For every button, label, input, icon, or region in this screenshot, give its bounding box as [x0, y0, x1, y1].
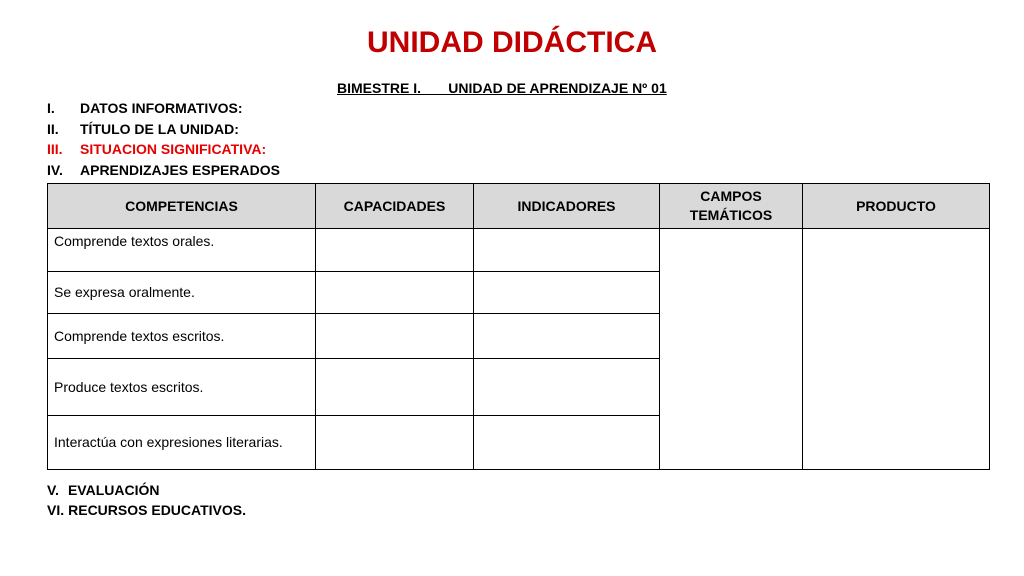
- section-label: TÍTULO DE LA UNIDAD:: [80, 120, 239, 137]
- header-capacidades: CAPACIDADES: [316, 184, 474, 229]
- section-number: VI.: [47, 502, 65, 518]
- capacidades-cell: [316, 229, 474, 272]
- capacidades-cell: [316, 272, 474, 314]
- table-row: [48, 229, 990, 272]
- section-label: DATOS INFORMATIVOS:: [80, 100, 243, 116]
- section-titulo-unidad: [47, 119, 280, 140]
- section-situacion-significativa: [47, 139, 280, 160]
- section-label: EVALUACIÓN: [67, 482, 160, 498]
- capacidades-cell: [316, 359, 474, 416]
- competencia-cell: Comprende textos escritos.: [48, 314, 316, 359]
- competencia-cell: Produce textos escritos.: [48, 359, 316, 416]
- capacidades-cell: [316, 314, 474, 359]
- sections-list-top: [47, 98, 280, 180]
- section-recursos-educativos: [47, 500, 246, 520]
- section-number: III.: [47, 141, 63, 157]
- section-number: I.: [47, 100, 55, 116]
- competencia-cell: Comprende textos orales.: [48, 229, 316, 272]
- section-label: SITUACION SIGNIFICATIVA:: [80, 141, 267, 157]
- section-label: RECURSOS EDUCATIVOS.: [68, 502, 246, 518]
- section-aprendizajes-esperados: [47, 160, 280, 181]
- table-header-row: [48, 184, 990, 229]
- campos-tematicos-cell: [660, 229, 803, 470]
- competencia-cell: Interactúa con expresiones literarias.: [48, 416, 316, 470]
- header-indicadores: INDICADORES: [474, 184, 660, 229]
- indicadores-cell: [474, 229, 660, 272]
- indicadores-cell: [474, 416, 660, 470]
- sections-list-bottom: [47, 480, 246, 520]
- aprendizajes-table: [47, 183, 990, 470]
- section-number: II.: [47, 120, 59, 137]
- section-label: APRENDIZAJES ESPERADOS: [80, 161, 280, 178]
- indicadores-cell: [474, 359, 660, 416]
- section-datos-informativos: [47, 98, 280, 119]
- producto-cell: [803, 229, 990, 470]
- competencia-cell: Se expresa oralmente.: [48, 272, 316, 314]
- page-title: UNIDAD DIDÁCTICA: [367, 26, 657, 59]
- section-number: IV.: [47, 161, 63, 178]
- subtitle-bimestre-unidad: BIMESTRE I. UNIDAD DE APRENDIZAJE Nº 01: [337, 80, 667, 96]
- indicadores-cell: [474, 272, 660, 314]
- section-number: V.: [47, 482, 59, 498]
- header-campos-tematicos: CAMPOS TEMÁTICOS: [660, 184, 803, 229]
- header-competencias: COMPETENCIAS: [48, 184, 316, 229]
- indicadores-cell: [474, 314, 660, 359]
- section-evaluacion: [47, 480, 246, 500]
- header-producto: PRODUCTO: [803, 184, 990, 229]
- capacidades-cell: [316, 416, 474, 470]
